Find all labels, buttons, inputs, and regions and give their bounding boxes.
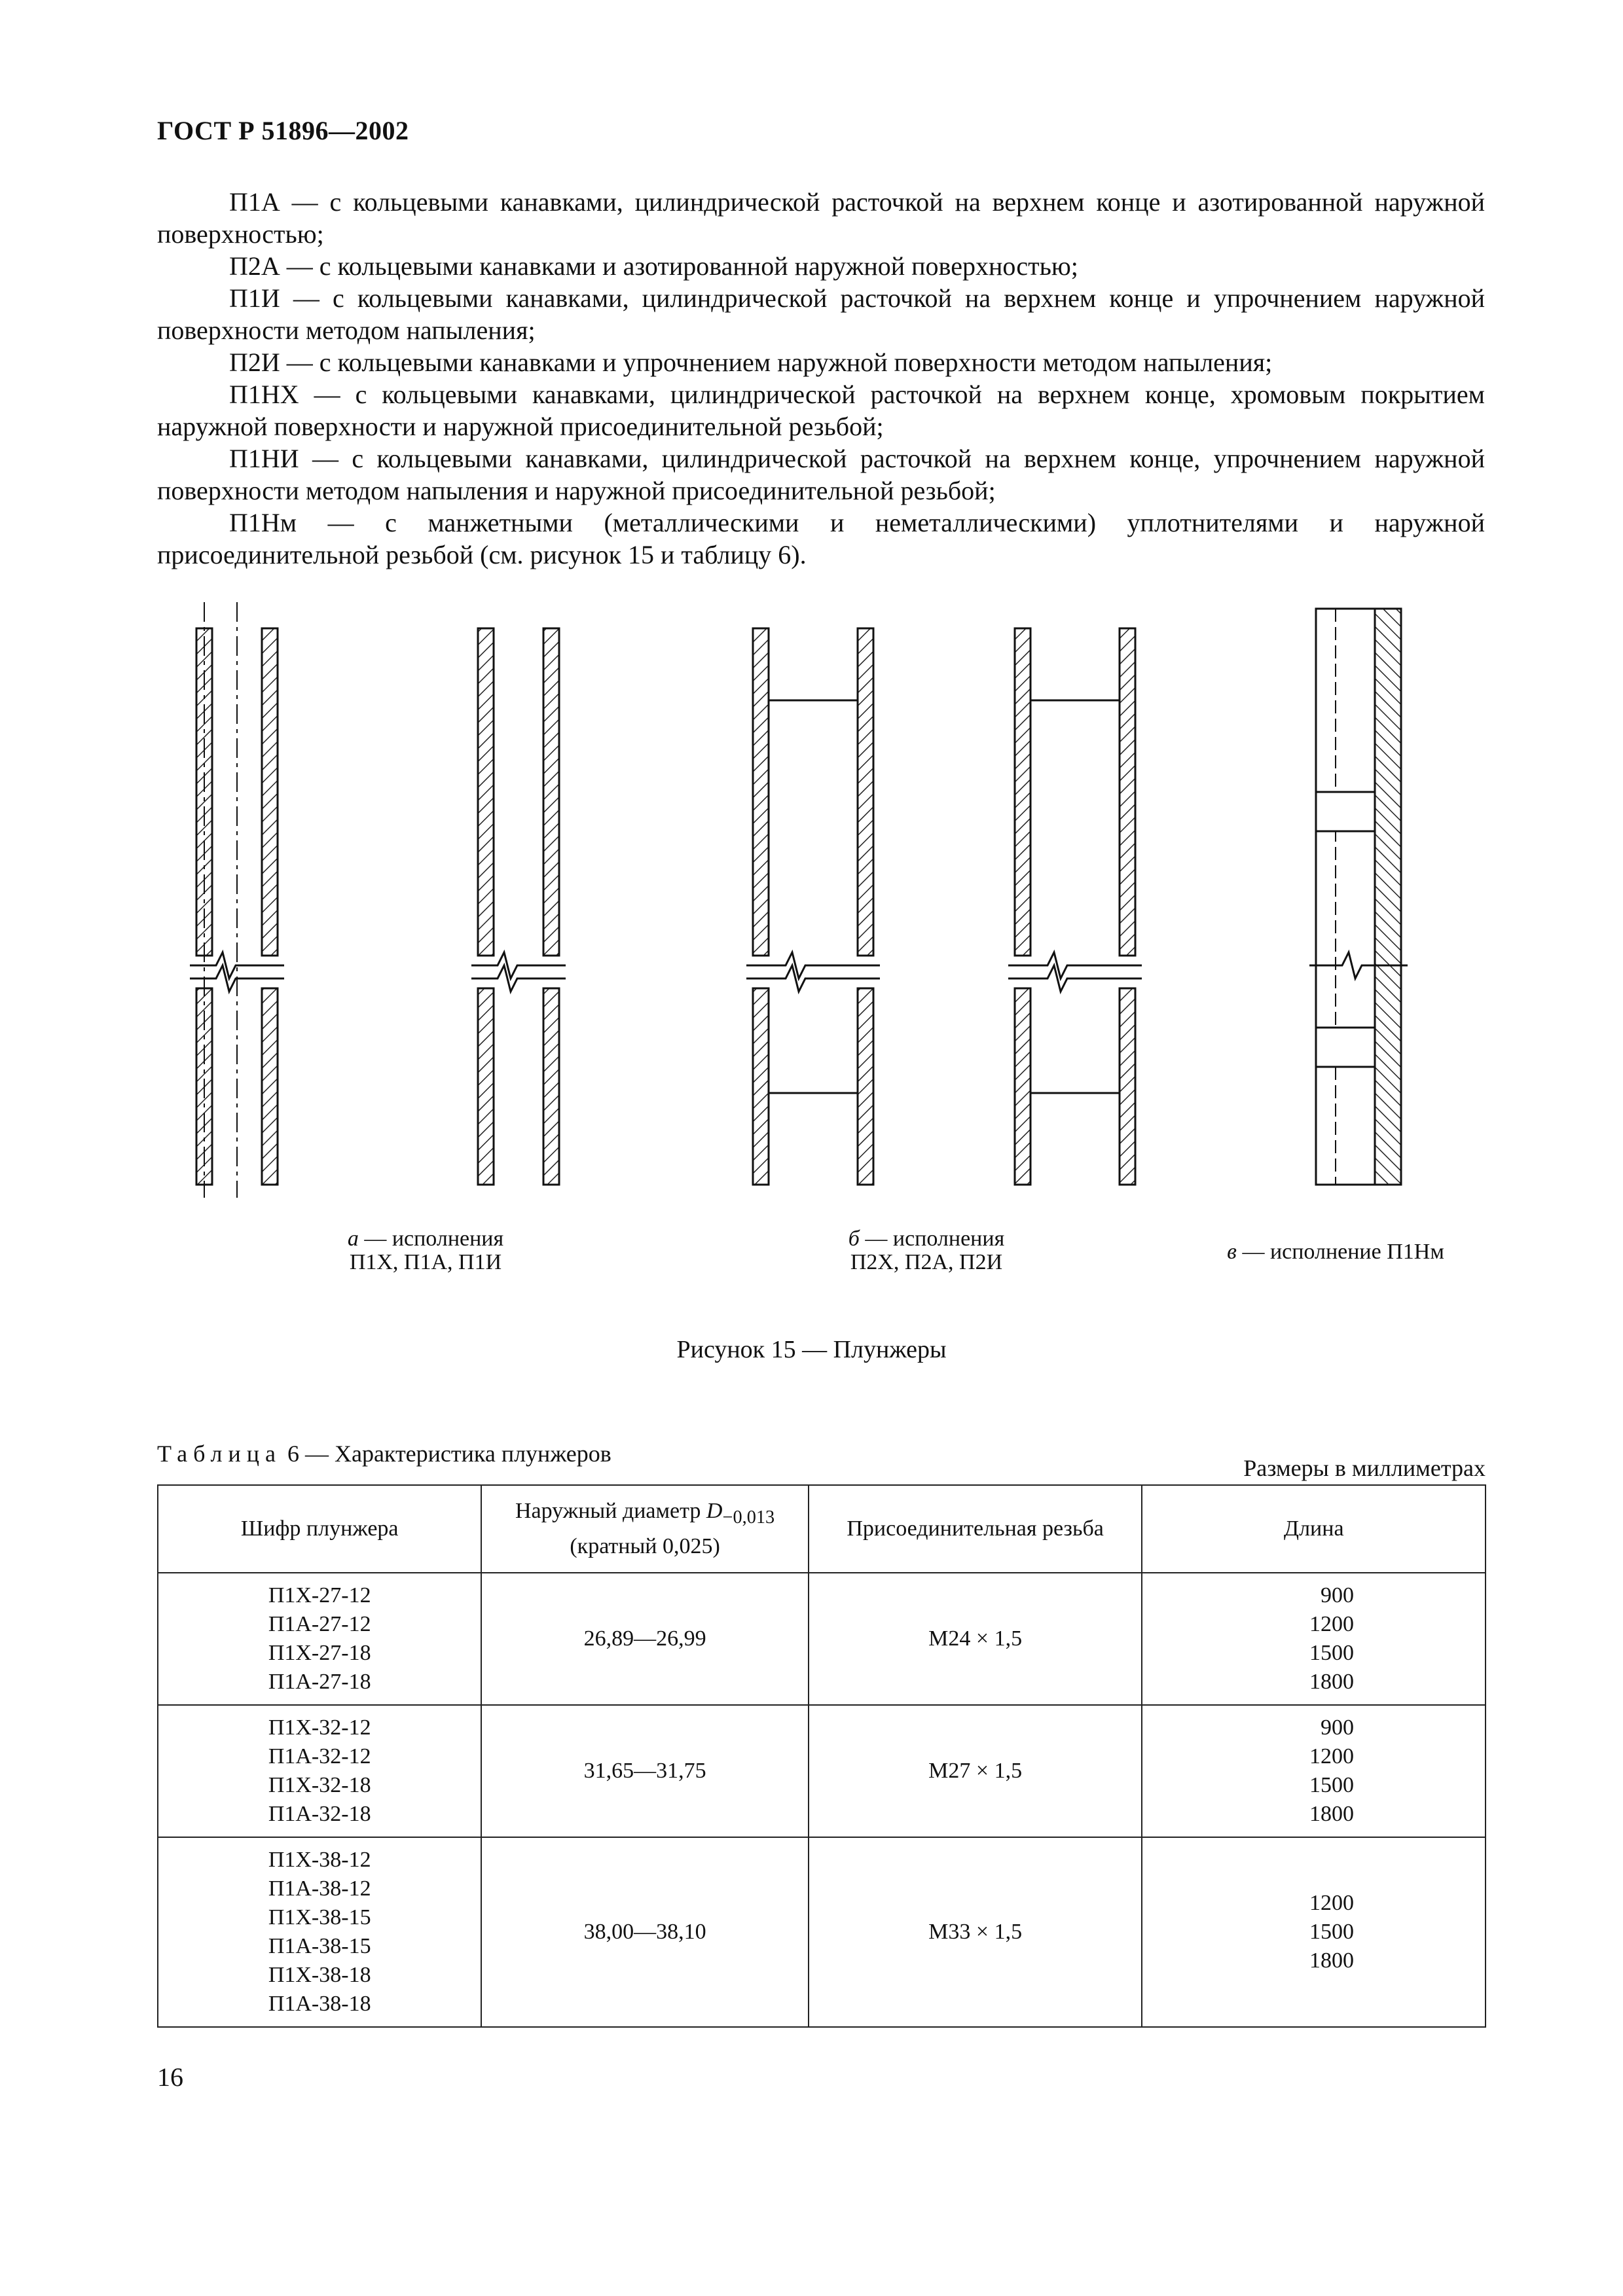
plunger-table [157, 1484, 1486, 2028]
caption-b-text: — исполнения [859, 1227, 1005, 1251]
caption-b [756, 1227, 1097, 1274]
caption-b-letter: б [848, 1227, 860, 1251]
table-title [157, 1440, 611, 1467]
cell-thread: М24 × 1,5 [809, 1573, 1142, 1705]
cell-diameter: 38,00—38,10 [481, 1837, 808, 2027]
plunger-drawing-b1 [746, 628, 880, 1185]
paragraph-p1i: П1И — с кольцевыми канавками, цилиндрической расточкой на верхнем конце и упрочнением наружной поверхности методом напыления; [157, 283, 1485, 345]
header-diameter-note: (кратный 0,025) [570, 1534, 720, 1558]
table-row [158, 1705, 1486, 1837]
paragraph-p1nm: П1Нм — с манжетными (металлическими и неметаллическими) уплотнителями и наружной присоединительной резьбой (см. рисунок 15 и таблицу 6). [157, 508, 1485, 569]
plunger-drawing-c [1309, 609, 1408, 1185]
cell-diameter: 31,65—31,75 [481, 1705, 808, 1837]
cell-lengths: 1200 1500 1800 [1142, 1837, 1486, 2027]
header-diameter-tolerance: −0,013 [722, 1507, 775, 1528]
table-label: Таблица [157, 1441, 282, 1467]
table-row [158, 1837, 1486, 2027]
caption-a [255, 1227, 596, 1274]
plunger-drawing-a1 [190, 602, 284, 1198]
paragraph-p2a: П2А — с кольцевыми канавками и азотированной наружной поверхностью; [229, 251, 1078, 281]
header-diameter [481, 1485, 808, 1573]
plunger-drawings [164, 596, 1506, 1211]
table-header-row [158, 1485, 1486, 1573]
caption-a-line2: П1Х, П1А, П1И [349, 1250, 502, 1274]
header-thread: Присоединительная резьба [809, 1485, 1142, 1573]
figure-drawings [164, 596, 1506, 1211]
figure-title: Рисунок 15 — Плунжеры [676, 1336, 947, 1363]
header-diameter-label: Наружный диаметр [515, 1499, 706, 1524]
table-title-rest: 6 — Характеристика плунжеров [281, 1441, 611, 1467]
plunger-drawing-b2 [1008, 628, 1142, 1185]
paragraph-p1nh: П1НХ — с кольцевыми канавками, цилиндрической расточкой на верхнем конце, хромовым покрытием наружной поверхности и наружной присоединительной резьбой; [157, 380, 1485, 441]
cell-thread: М27 × 1,5 [809, 1705, 1142, 1837]
caption-c-text: — исполнение П1Нм [1236, 1240, 1444, 1264]
caption-c-letter: в [1227, 1240, 1237, 1264]
cell-lengths: 900 1200 1500 1800 [1142, 1705, 1486, 1837]
paragraph-p2i: П2И — с кольцевыми канавками и упрочнением наружной поверхности методом напыления; [229, 348, 1273, 377]
cell-codes: П1Х-38-12 П1А-38-12 П1Х-38-15 П1А-38-15 П1Х-38-18 П1А-38-18 [158, 1837, 481, 2027]
table-units: Размеры в миллиметрах [1243, 1455, 1486, 1481]
cell-codes: П1Х-27-12 П1А-27-12 П1Х-27-18 П1А-27-18 [158, 1573, 481, 1705]
caption-a-text: — исполнения [358, 1227, 504, 1251]
header-code: Шифр плунжера [158, 1485, 481, 1573]
cell-codes: П1Х-32-12 П1А-32-12 П1Х-32-18 П1А-32-18 [158, 1705, 481, 1837]
cell-lengths: 900 1200 1500 1800 [1142, 1573, 1486, 1705]
cell-thread: М33 × 1,5 [809, 1837, 1142, 2027]
plunger-drawing-a2 [471, 628, 566, 1185]
caption-c [1178, 1240, 1493, 1264]
caption-b-line2: П2Х, П2А, П2И [850, 1250, 1003, 1274]
header-length: Длина [1142, 1485, 1486, 1573]
paragraph-p1a: П1А — с кольцевыми канавками, цилиндрической расточкой на верхнем конце и азотированной наружной поверхностью; [157, 187, 1485, 249]
paragraph-p1ni: П1НИ — с кольцевыми канавками, цилиндрической расточкой на верхнем конце, упрочнением наружной поверхности методом напыления и наружной присоединительной резьбой; [157, 444, 1485, 505]
table-row [158, 1573, 1486, 1705]
body-text [157, 186, 1485, 571]
cell-diameter: 26,89—26,99 [481, 1573, 808, 1705]
header-diameter-symbol: D [706, 1499, 723, 1524]
caption-a-letter: а [347, 1227, 359, 1251]
page-number: 16 [157, 2062, 183, 2092]
standard-header: ГОСТ Р 51896—2002 [157, 116, 409, 145]
